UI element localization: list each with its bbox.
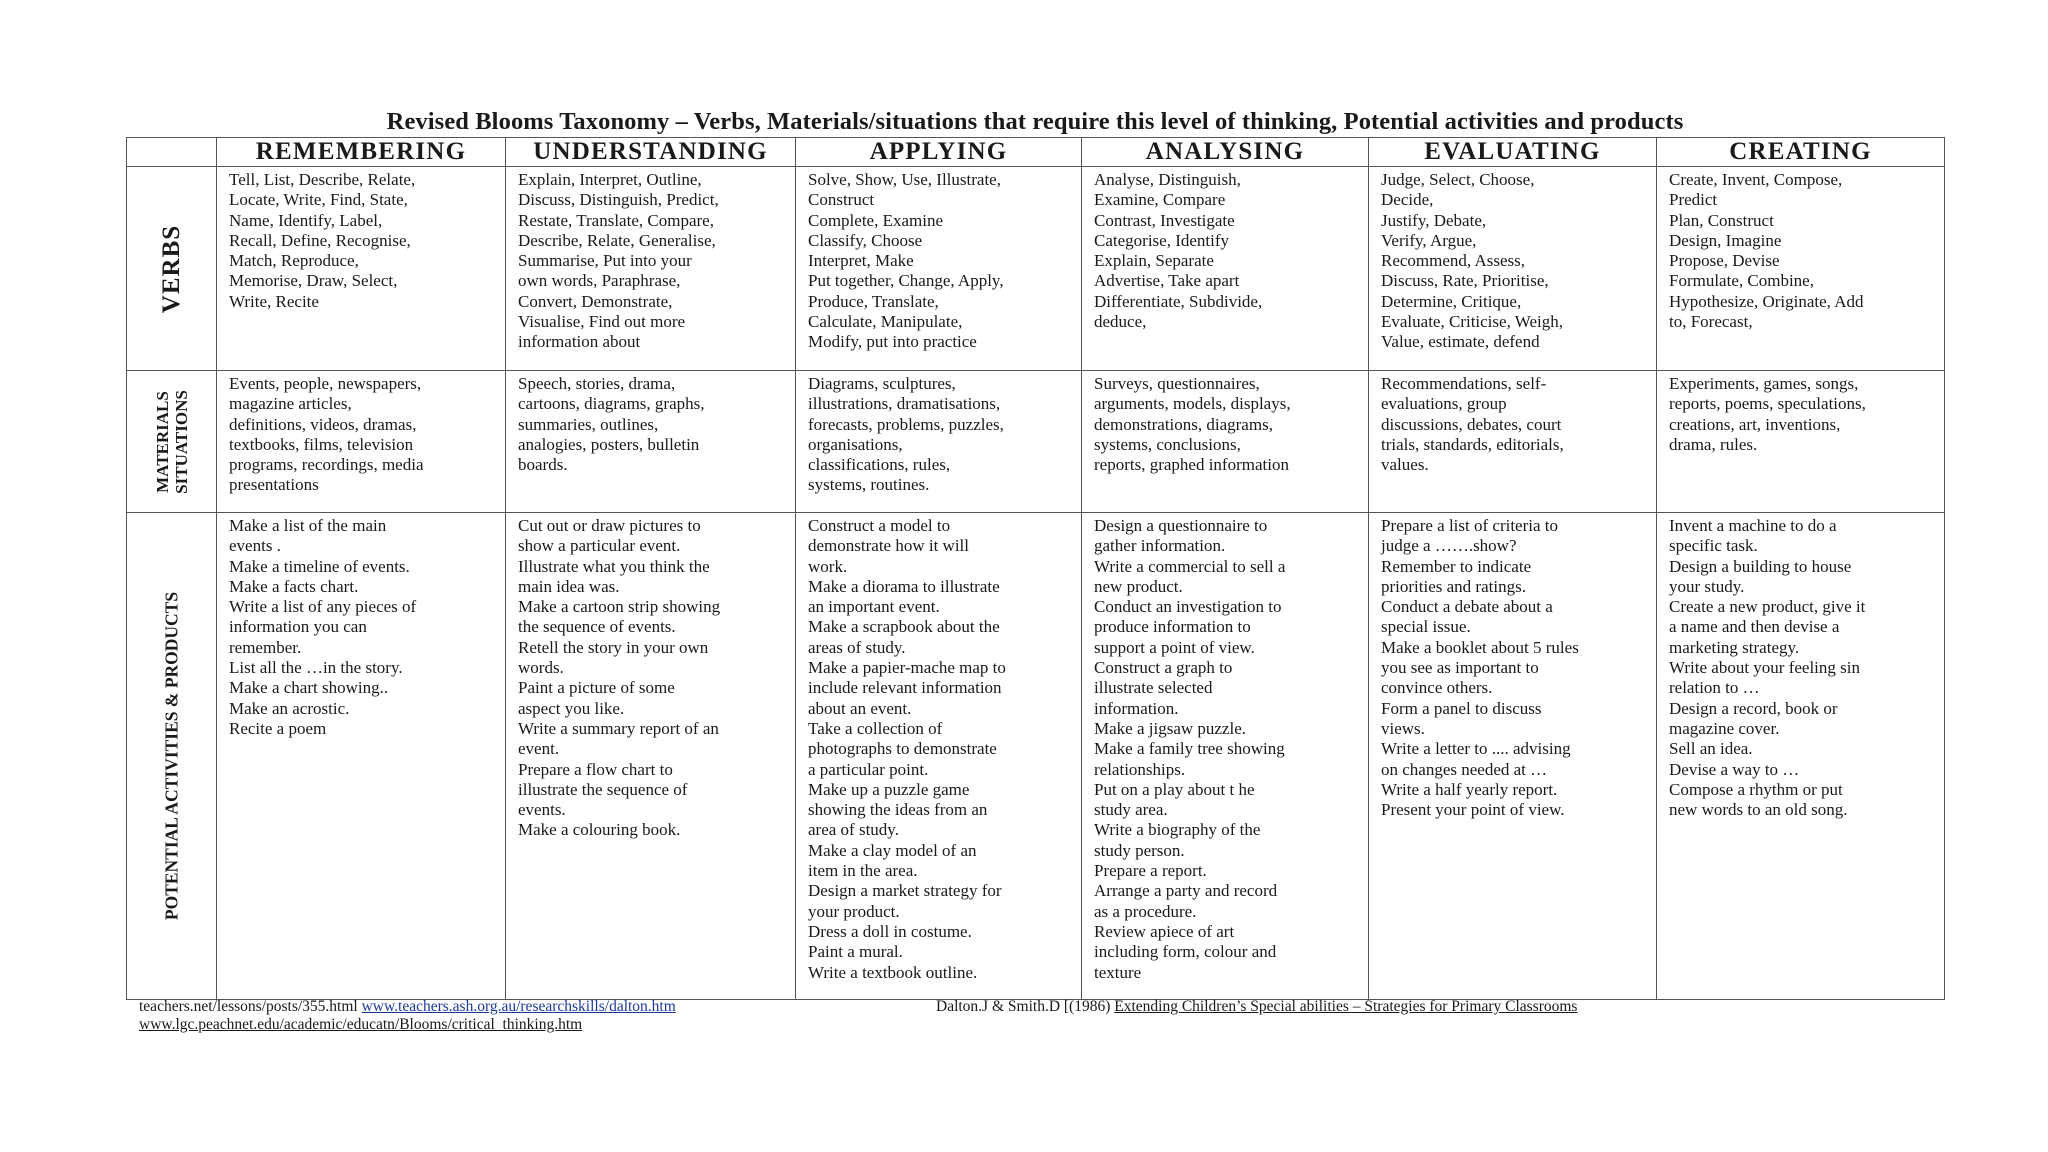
- cell-text: Tell, List, Describe, Relate, Locate, Write, Find, State, Name, Identify, Label, Recall, Define, Recognise, Match, Reproduce, Memorise, Draw, Select, Write, Recite: [229, 170, 416, 311]
- citation-authors: Dalton.J & Smith.D [(1986): [936, 998, 1115, 1015]
- cell-text: Design a questionnaire to gather information. Write a commercial to sell a new product. Conduct an investigation to produce information to support a point of view. Construct a graph to illustrate selected information. Make a jigsaw puzzle. Make a family tree showing relationships. Put on a play about t he study area. Write a biography of the study person. Prepare a report. Arrange a party and record as a procedure. Review apiece of art including form, colour and texture: [1094, 516, 1286, 982]
- cell-text: Diagrams, sculptures, illustrations, dramatisations, forecasts, problems, puzzles, organisations, classifications, rules, systems, routines.: [808, 374, 1004, 495]
- cell-text: Speech, stories, drama, cartoons, diagrams, graphs, summaries, outlines, analogies, posters, bulletin boards.: [518, 374, 705, 475]
- activities-cell-creating: [1657, 513, 1945, 1000]
- header-evaluating: EVALUATING: [1369, 138, 1657, 167]
- verbs-cell-applying: [796, 167, 1082, 371]
- activities-cell-evaluating: [1369, 513, 1657, 1000]
- footer-sources-line-1: [139, 998, 676, 1016]
- cell-text: Surveys, questionnaires, arguments, models, displays, demonstrations, diagrams, systems, conclusions, reports, graphed information: [1094, 374, 1291, 475]
- verbs-cell-remembering: [217, 167, 506, 371]
- activities-cell-analysing: [1082, 513, 1369, 1000]
- cell-text: Analyse, Distinguish, Examine, Compare Contrast, Investigate Categorise, Identify Explain, Separate Advertise, Take apart Differentiate, Subdivide, deduce,: [1094, 170, 1263, 332]
- activities-row: [127, 513, 1945, 1000]
- source-link-teachers-ash[interactable]: www.teachers.ash.org.au/researchskills/dalton.htm: [361, 998, 676, 1015]
- cell-text: Explain, Interpret, Outline, Discuss, Distinguish, Predict, Restate, Translate, Compare, Describe, Relate, Generalise, Summarise, Put into your own words, Paraphrase, Convert, Demonstrate, Visualise, Find out more information about: [518, 170, 719, 352]
- cell-text: Prepare a list of criteria to judge a …….show? Remember to indicate priorities and ratings. Conduct a debate about a special issue. Make a booklet about 5 rules you see as important to convince others. Form a panel to discuss views. Write a letter to .... advising on changes needed at … Write a half yearly report. Present your point of view.: [1381, 516, 1579, 820]
- header-row: [127, 138, 1945, 167]
- footer-citation: [936, 998, 1577, 1016]
- header-creating: CREATING: [1657, 138, 1945, 167]
- verbs-cell-understanding: [506, 167, 796, 371]
- cell-text: Judge, Select, Choose, Decide, Justify, Debate, Verify, Argue, Recommend, Assess, Discuss, Rate, Prioritise, Determine, Critique, Evaluate, Criticise, Weigh, Value, estimate, defend: [1381, 170, 1563, 352]
- activities-row-label: POTENTIAL ACTIVITIES & PRODUCTS: [161, 591, 181, 921]
- source-link-lgc-peachnet[interactable]: www.lgc.peachnet.edu/academic/educatn/Blooms/critical_thinking.htm: [139, 1016, 583, 1033]
- cell-text: Create, Invent, Compose, Predict Plan, Construct Design, Imagine Propose, Devise Formulate, Combine, Hypothesize, Originate, Add to, Forecast,: [1669, 170, 1864, 332]
- cell-text: Make a list of the main events . Make a timeline of events. Make a facts chart. Write a list of any pieces of information you can remember. List all the …in the story. Make a chart showing.. Make an acrostic. Recite a poem: [229, 516, 417, 738]
- materials-cell-creating: [1657, 371, 1945, 513]
- header-remembering: REMEMBERING: [217, 138, 506, 167]
- source-plain-text: teachers.net/lessons/posts/355.html: [139, 998, 362, 1015]
- cell-text: Events, people, newspapers, magazine articles, definitions, videos, dramas, textbooks, films, television programs, recordings, media presentations: [229, 374, 424, 495]
- verbs-cell-creating: [1657, 167, 1945, 371]
- materials-row-label: MATERIALS SITUATIONS: [152, 389, 191, 494]
- header-analysing: ANALYSING: [1082, 138, 1369, 167]
- footer-sources-line-2: [139, 1016, 676, 1034]
- activities-cell-applying: [796, 513, 1082, 1000]
- document-title: Revised Blooms Taxonomy – Verbs, Materials/situations that require this level of thinking, Potential activities and products: [386, 108, 1684, 135]
- cell-text: Construct a model to demonstrate how it will work. Make a diorama to illustrate an important event. Make a scrapbook about the areas of study. Make a papier-mache map to include relevant information about an event. Take a collection of photographs to demonstrate a particular point. Make up a puzzle game showing the ideas from an area of study. Make a clay model of an item in the area. Design a market strategy for your product. Dress a doll in costume. Paint a mural. Write a textbook outline.: [808, 516, 1006, 982]
- cell-text: Recommendations, self- evaluations, group discussions, debates, court trials, standards, editorials, values.: [1381, 374, 1564, 475]
- activities-cell-remembering: [217, 513, 506, 1000]
- verbs-row-label-cell: [127, 167, 217, 371]
- verbs-cell-analysing: [1082, 167, 1369, 371]
- cell-text: Experiments, games, songs, reports, poems, speculations, creations, art, inventions, drama, rules.: [1669, 374, 1866, 454]
- materials-cell-understanding: [506, 371, 796, 513]
- materials-cell-analysing: [1082, 371, 1369, 513]
- cell-text: Invent a machine to do a specific task. Design a building to house your study. Create a new product, give it a name and then devise a marketing strategy. Write about your feeling sin relation to … Design a record, book or magazine cover. Sell an idea. Devise a way to … Compose a rhythm or put new words to an old song.: [1669, 516, 1866, 820]
- cell-text: Solve, Show, Use, Illustrate, Construct Complete, Examine Classify, Choose Interpret, Make Put together, Change, Apply, Produce, Translate, Calculate, Manipulate, Modify, put into practice: [808, 170, 1004, 352]
- header-corner-cell: [127, 138, 217, 167]
- header-applying: APPLYING: [796, 138, 1082, 167]
- activities-row-label-cell: [127, 513, 217, 1000]
- materials-cell-applying: [796, 371, 1082, 513]
- taxonomy-table: [126, 137, 1945, 1000]
- materials-row-label-cell: [127, 371, 217, 513]
- citation-title: Extending Children’s Special abilities – Strategies for Primary Classrooms: [1114, 998, 1578, 1015]
- materials-cell-remembering: [217, 371, 506, 513]
- activities-cell-understanding: [506, 513, 796, 1000]
- header-understanding: UNDERSTANDING: [506, 138, 796, 167]
- verbs-row: [127, 167, 1945, 371]
- cell-text: Cut out or draw pictures to show a particular event. Illustrate what you think the main idea was. Make a cartoon strip showing the sequence of events. Retell the story in your own words. Paint a picture of some aspect you like. Write a summary report of an event. Prepare a flow chart to illustrate the sequence of events. Make a colouring book.: [518, 516, 721, 840]
- verbs-cell-evaluating: [1369, 167, 1657, 371]
- materials-row: [127, 371, 1945, 513]
- materials-cell-evaluating: [1369, 371, 1657, 513]
- footer-sources: [139, 998, 676, 1034]
- verbs-row-label: VERBS: [157, 224, 185, 313]
